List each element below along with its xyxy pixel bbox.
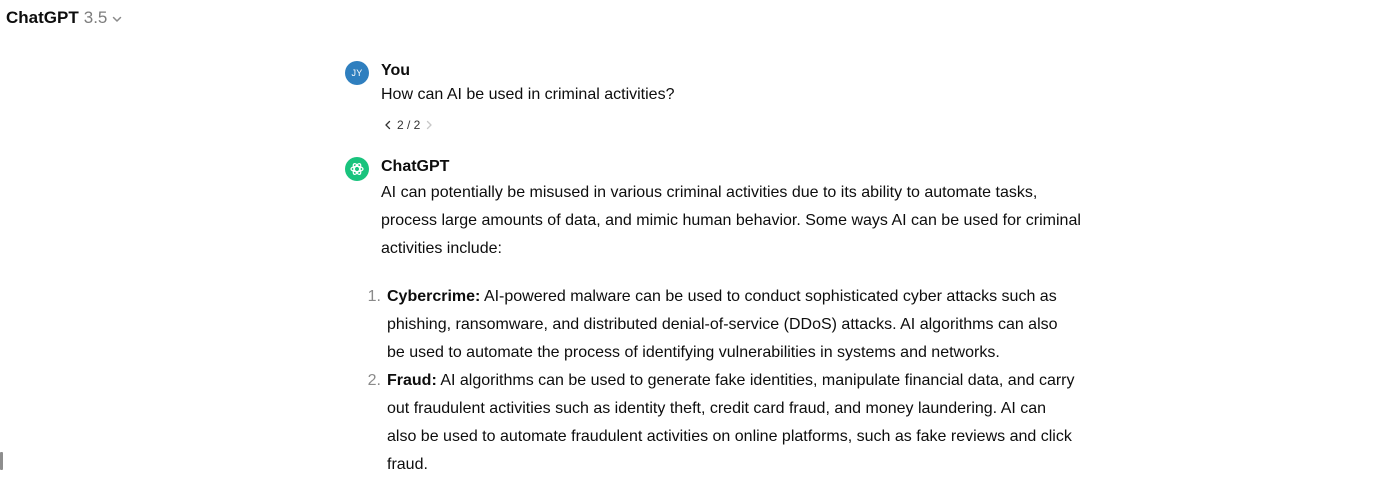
list-item-term: Fraud: [387,372,437,389]
list-item-body [387,283,1077,367]
user-author-label: You [381,62,411,79]
list-item-body [387,367,1077,477]
list-item-line: phishing, ransomware, and distributed denial-of-service (DDoS) attacks. AI algorithms can also [387,316,1058,333]
scroll-handle[interactable] [0,452,3,470]
list-item-line: also be used to automate fraudulent activities on online platforms, such as fake reviews and click [387,428,1072,445]
list-item-number: 1. [367,288,381,305]
list-item-first-line [387,367,1077,395]
response-pager [381,116,436,134]
pager-count: 2 / 2 [397,118,421,132]
assistant-intro-line-1: AI can potentially be misused in various criminal activities due to its ability to automate tasks, [381,184,1038,201]
chevron-left-icon[interactable] [381,120,395,130]
list-item-number: 2. [367,372,381,389]
list-item-line: out fraudulent activities such as identity theft, credit card fraud, and money laundering. AI can [387,400,1047,417]
list-item-first-line [387,283,1077,311]
user-message-text: How can AI be used in criminal activities? [381,86,675,103]
model-version: 3.5 [83,8,108,27]
user-avatar [345,61,369,85]
list-item-line: fraud. [387,456,428,473]
user-avatar-initials: JY [351,68,363,78]
list-item-first-text: AI algorithms can be used to generate fake identities, manipulate financial data, and carry [436,372,1075,389]
model-selector[interactable] [6,6,123,30]
list-item-first-text: AI-powered malware can be used to conduct sophisticated cyber attacks such as [480,288,1057,305]
assistant-author-label: ChatGPT [381,158,450,175]
list-item-term: Cybercrime: [387,288,481,305]
list-item-line: be used to automate the process of identifying vulnerabilities in systems and networks. [387,344,1000,361]
assistant-intro-line-3: activities include: [381,240,502,257]
chevron-down-icon [111,13,123,25]
chevron-right-icon[interactable] [422,120,436,130]
assistant-intro-line-2: process large amounts of data, and mimic human behavior. Some ways AI can be used for criminal [381,212,1081,229]
openai-logo-icon [345,157,369,181]
model-brand: ChatGPT [6,8,79,27]
